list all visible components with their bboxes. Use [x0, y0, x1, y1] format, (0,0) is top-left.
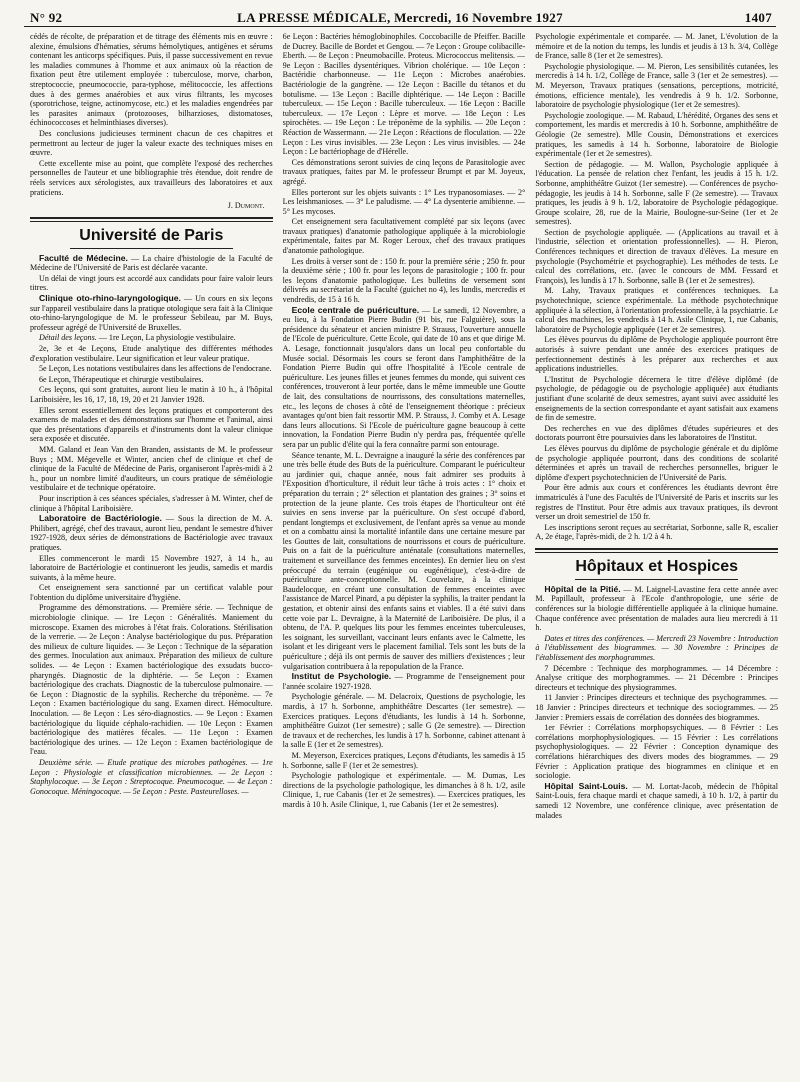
section-divider — [30, 217, 273, 219]
paragraph: Les droits à verser sont de : 150 fr. pour la première série ; 250 fr. pour la deuxième série ; 100 fr. pour les leçons de parasitologie ; 100 fr. pour les leçons d'anatomie pathologique. Les bulletins de versement sont délivrés au secrétariat de la Faculté (guichet no 4), les lundis, mercredis et vendredis, de 15 à 16 h. — [282, 256, 526, 305]
ecole-text: — Le samedi, 12 Novembre, a eu lieu, à la Fondation Pierre Budin (91 bis, rue Falguière), sous la présidence du sénateur et ancien ministre P. Strauss, l'ouverture annuelle de l'Ecole de puériculture. Cette Ecole, qui date de 10 ans et que dirige M. A. Lesage, fonctionnait jusqu'alors dans un local peu confortable du Musée social. Désormais les cours se feront dans l'amphithéâtre de la Fondation Pierre Budin qui offre l'hospitalité à l'Ecole centrale de puériculture. Les jeunes filles et jeunes femmes du monde, qui suivent ces conférences, trouveront à leur portée, dans le même immeuble une Goutte de lait, des consultations de nourrissons, des consultations maternelles, etc., les leçons de choses à côté de l'enseignement théorique : précieux avantages qu'ont bien fait ressortir MM. P. Strauss, J. Comby et A. Lesage dans leurs allocutions. Si l'Ecole de puériculture gagne beaucoup à cette innovation, la Fondation Pierre Budin n'y perdra pas, fréquentée qu'elle sera par un public d'élite qui la fera connaître parmi son entourage. — [282, 305, 526, 449]
paragraph: Elles seront essentiellement des leçons pratiques et comporteront des examens de malades et des démonstrations sur l'homme et l'animal, ainsi que des présentations d'appareils et d'instruments dont la valeur clinique sera exposée et discutée. — [30, 405, 273, 444]
paragraph: L'Institut de Psychologie décernera le titre d'élève diplômé (de psychologie, de pédagogie ou de psychologie appliquée) aux étudiants justifiant d'une scolarité de deux semestres, ayant suivi avec assiduité les enseignements de la section correspondante et ayant satisfait aux examens de fin de semestre. — [535, 374, 779, 423]
paragraph: 6e Leçon, Thérapeutique et chirurgie vestibulaires. — [39, 374, 204, 384]
paragraph: M. Lahy, Travaux pratiques et conférences techniques. La psychotechnique, science expérimentale. La méthode psychotechnique appliquée à la sélection, à l'orientation professionnelle, à la psychiatrie. Le calcul des machines, les vendredis à 14 h. Asile Clinique, 1, rue Cabanis, laboratoire de Psychologie appliquée (1er et 2e semestres). — [535, 286, 779, 334]
journal-title: LA PRESSE MÉDICALE, Mercredi, 16 Novembre 1927 — [237, 10, 563, 25]
subheading-laboratoire: Laboratoire de Bactériologie. — [39, 513, 162, 524]
paragraph: Psychologie pathologique et expérimentale. — M. Dumas, Les directions de la psychologie pathologique, les dimanches à 8 h. 1/2, asile Clinique, 1, rue Cabanis (1er et 2e semestres). — Exercices pratiques, les mardis à 10 h. Asile Clinique, 1, rue Cabanis (1er et 2e semestres). — [282, 771, 526, 809]
section-title-universite: Université de Paris — [79, 226, 224, 244]
paragraph: 11 Janvier : Principes directeurs et technique des psychogrammes. — 18 Janvier : Principes directeurs et technique des sociogrammes. — 25 Janvier : Premiers essais de corrélation des données des biogrammes. — [535, 693, 779, 722]
paragraph: Psychologie expérimentale et comparée. — M. Janet, L'évolution de la mémoire et de la notion du temps, les lundis et jeudis à 13 h. 3/4, Collège de France, salle 8 (1er et 2e semestres). — [535, 32, 779, 61]
paragraph: Dates et titres des conférences. — Mercredi 23 Novembre : Introduction à l'établissement des biogrammes. — 30 Novembre : Principes de l'établissement des morphogrammes. — [535, 633, 779, 663]
paragraph: 5e Leçon, Les notations vestibulaires dans les affections de l'endocrane. — [39, 364, 272, 374]
paragraph: Psychologie physiologique. — M. Pieron, Les sensibilités cutanées, les mercredis à 14 h. 1/2, Collège de France, salle 3 (1er et 2e semestres). — M. Meyerson, Travaux pratiques (sensations, perceptions, motricité, émotions, efficience mentale), les vendredis à 9 h. 1/2. Sorbonne, laboratoire de psychologie physiologique (1er et 2e semestres). — [535, 61, 779, 110]
paragraph: 7 Décembre : Technique des morphogrammes. — 14 Décembre : Analyse critique des morphogrammes. — 21 Décembre : Principes directeurs et technique des physiogrammes. — [535, 663, 779, 692]
paragraph: M. Meyerson, Exercices pratiques, Leçons d'étudiants, les samedis à 15 h. Sorbonne, salle F (1er et 2e semestres). — [282, 750, 526, 770]
institut-text: — Programme de l'enseignement pour l'année scolaire 1927-1928. — [282, 672, 526, 691]
columns — [30, 32, 778, 1076]
paragraph: Des recherches en vue des diplômes d'études supérieures et des doctorats pourront être poursuivies dans les laboratoires de l'Institut. — [535, 423, 779, 443]
issue-number: N° 92 — [30, 10, 63, 25]
paragraph: Section de psychologie appliquée. — (Applications au travail et à l'industrie, sélection et orientation professionnelles). — H. Pieron, Conférences techniques et direction de travaux d'élèves. La mesure en psychologie (Psychométrie et psychographie). Les méthodes de tests. Le calcul des corrélations, etc. (avec le concours de MM. Fessard et François), les lundis à 17 h. Sorbonne, salle B (1er et 2e semestres). — [535, 227, 779, 285]
paragraph: Séance tenante, M. L. Devraigne a inauguré la série des conférences par une très belle étude des Buts de la puériculture. Comparant le puériculteur au jardinier qui, chaque année, nous fait admirer ses produits à l'Exposition d'horticulture, il réduit leur tâche à trois actes : 1° choix et préparation du terrain ; 2° sélection et plantation des graines ; 3° soins et protection de la jeune plante. Ces trois étapes de l'horticulteur ont été suivies en sens inverse par la puériculture. On s'est occupé d'abord, pendant longtemps et exclusivement, de l'enfant après sa venue au monde et on a combattu ainsi la mortalité infantile dans une certaine mesure par les Gouttes de lait, consultations de nourrissons et cours de puériculture. Puis on a fait de la puériculture anténatale (consultations maternelles, traitement et surveillance des femmes enceintes). En dernier lieu on s'est préoccupé du terrain (eugénique ou eugénétique), c'est-à-dire de puériculture ante-conceptionnelle. M. Couvelaire, à la clinique Baudelocque, en créant une consultation de femmes enceintes avec l'assistance de Marcel Pinard, a pu dépister la syphilis, la traiter pendant la gestation, et obtenir ainsi des enfants sains et viables. Il a été suivi dans cette voie par L. Devraigne, à la Maternité de Lariboisière. De plus, il a obtenu, de l'A. P. quelques lits pour les femmes enceintes tuberculeuses, les soignant, les surveillant, vaccinant leurs enfants avec le Calmette, les isolant et les dirigeant vers le placement familial. Tels sont les buts de la puériculture ; déjà ils ont permis de sauver des milliers d'existences ; leur vulgarisation contribuera à la repopulation de la France. — [282, 450, 526, 671]
paragraph: Section de pédagogie. — M. Wallon, Psychologie appliquée à l'éducation. La pensée de relation chez l'enfant, les jeudis à 15 h. 1/2. Sorbonne, amphithéâtre Guizot (1er semestre). — Conférences de psycho-pédagogie, les jeudis à 14 h. Sorbonne, salle F (2e semestre). — Travaux pratiques, les jeudis à 9 h. 1/2, laboratoire de Psychologie pédagogique. Groupe scolaire, 28, rue de la Mairie, Boulogne-sur-Seine (1er et 2e semestres). — [535, 159, 779, 227]
subheading-clinique: Clinique oto-rhino-laryngologique. — [39, 293, 181, 304]
review-paragraph: Cette excellente mise au point, que complète l'exposé des recherches personnelles de l'auteur et une bibliographie très étendue, doit rendre de réels services aux sérologistes, aux travailleurs des laboratoires et aux praticiens. — [30, 158, 273, 197]
paragraph: Pour être admis aux cours et conférences les étudiants devront être immatriculés à l'une des Facultés de l'Université de Paris et inscrits sur les registres de l'Institut. Pour être admis aux travaux pratiques, ils devront verser un droit semestriel de 150 fr. — [535, 483, 779, 522]
paragraph: Les élèves pourvus du diplôme de Psychologie appliquée pourront être autorisés à suivre pendant une année des exercices pratiques de perfectionnement destinés à les préparer aux recherches et aux applications industrielles. — [535, 335, 779, 374]
column-3 — [535, 32, 778, 1076]
section-title-hopitaux: Hôpitaux et Hospices — [575, 557, 739, 575]
paragraph: Psychologie générale. — M. Delacroix, Questions de psychologie, les mardis, à 17 h. Sorbonne, amphithéâtre Descartes (1er semestre). — Exercices pratiques. Leçons d'étudiants, les lundis à 14 h. Sorbonne, amphithéâtre Guizot (1er semestre) ; salle G (2e semestre). — Direction de travaux et de recherches, les lundis à 17 h. Sorbonne, cabinet attenant à la salle E (1er et 2e semestres). — [282, 692, 526, 750]
paragraph: Elles commenceront le mardi 15 Novembre 1927, à 14 h., au laboratoire de Bactériologie et continueront les jeudis, samedis et mardis suivants, à la même heure. — [30, 553, 273, 582]
subheading-institut: Institut de Psychologie. — [291, 671, 392, 682]
louis-text: — M. Lortat-Jacob, médecin de l'hôpital Saint-Louis, fera chaque mardi et chaque samedi, à 10 h. 1/2, à partir du samedi 12 Novembre, une conférence clinique, avec présentation de malades — [535, 781, 779, 820]
page-number: 1407 — [744, 10, 772, 25]
paragraph: Deuxième série. — Etude pratique des microbes pathogènes. — 1re Leçon : Physiologie et classification microbiennes. — 2e Leçon : Staphylocoque. — 3e Leçon : Streptocoque. Pneumocoque. — 4e Leçon : Gonocoque. Méningocoque. — 5e Leçon : Peste. Pasteurelloses. — — [30, 757, 273, 796]
title-underline — [70, 248, 233, 249]
review-signature: J. Dumont. — [227, 201, 265, 211]
subheading-faculte: Faculté de Médecine. — [39, 252, 128, 263]
review-paragraph: cédés de récolte, de préparation et de titrage des éléments mis en œuvre : alexine, émulsions d'hématies, sérums hémolytiques, antigènes et sérums contenant les anticorps spécifiques. Puis, il passe successivement en revue les maladies communes à l'homme et aux animaux où la réaction de fixation peut être utilement employée : tuberculose, morve, charbon, streptococcie, pneumococcie, para-typhose, mélitococcie, les affections dues à des germes anaérobies et aux virus filtrants, les mycoses (sporotrichose, teigne, actinomycose, etc.) et les maladies engendrées par les parasites animaux (protozooses, bilharzioses, distomatoses, échinococcoses et helminthiases diverses). — [30, 32, 273, 128]
subheading-pitie: Hôpital de la Pitié. — [544, 583, 621, 594]
paragraph: 1er Février : Corrélations morphopsychiques. — 8 Février : Les corrélations morphophysiologiques. — 15 Février : Les corrélations psychophysiologiques. — 22 Février : Conception dynamique des corrélations hiérarchiques des divers modes des biogrammes. — 29 Février : Application pratique des biogrammes en clinique et en sociologie. — [535, 723, 779, 781]
detail-label: Détail des leçons. — [39, 333, 97, 343]
paragraph: Psychologie zoologique. — M. Rabaud, L'hérédité, Organes des sens et comportement, les mardis et mercredis à 10 h. Sorbonne, amphithéâtre de Géologie (2e semestre). Mlle Cousin, Démonstrations et exercices pratiques, les samedis à 14 h. Sorbonne, laboratoire de Biologie expérimentale (1er et 2e semestres). — [535, 110, 779, 159]
clinique-text: — Un cours en six leçons sur l'appareil vestibulaire dans la pratique otologique sera fait à la Clinique oto-rhino-laryngologique de M. le professeur Sebileau, par M. Buys, professeur agrégé de l'Université de Bruxelles. — [30, 294, 273, 332]
paragraph: Pour inscription à ces séances spéciales, s'adresser à M. Winter, chef de clinique à l'hôpital Lariboisière. — [30, 493, 273, 513]
section-divider — [535, 548, 778, 550]
page-header — [24, 8, 776, 27]
paragraph: Ces leçons, qui sont gratuites, auront lieu le matin à 10 h., à l'hôpital Lariboisière, les 16, 17, 18, 19, 20 et 21 Janvier 1928. — [30, 385, 273, 404]
section-divider-thin — [535, 552, 778, 553]
paragraph: Les élèves pourvus du diplôme de psychologie générale et du diplôme de psychologie appliquée pourront, dans des conditions de scolarité déterminées et après un travail de recherches personnelles, briguer le diplôme d'expert psychotechnicien de l'Université de Paris. — [535, 443, 779, 482]
paragraph: Cet enseignement sera facultativement complété par six leçons (avec travaux pratiques) d'anatomie pathologique appliquée à la microbiologie expérimentale, faites par M. Roger Leroux, chef des travaux pratiques d'anatomie pathologique. — [282, 217, 526, 256]
section-divider-thin — [30, 221, 273, 222]
title-underline — [575, 579, 738, 580]
paragraph: Les inscriptions seront reçues au secrétariat, Sorbonne, salle R, escalier A, 2e étage, l'après-midi, de 2 h. 1/2 à 4 h. — [535, 522, 779, 542]
subheading-ecole: Ecole centrale de puériculture. — [291, 304, 420, 315]
column-1 — [30, 32, 273, 1076]
labo-text: — Sous la direction de M. A. Philibert, agrégé, chef des travaux, auront lieu, pendant le semestre d'hiver 1927-1928, deux séries de démonstrations de Bactériologie avec travaux pratiques. — [30, 514, 273, 552]
paragraph: Cet enseignement sera sanctionné par un certificat valable pour l'obtention du diplôme universitaire d'hygiène. — [30, 583, 273, 602]
column-2 — [283, 32, 526, 1076]
detail-text: — 1re Leçon, La physiologie vestibulaire. — [98, 333, 236, 343]
review-paragraph: Des conclusions judicieuses terminent chacun de ces chapitres et permettront au lecteur de juger la valeur exacte des techniques mises en œuvre. — [30, 128, 273, 158]
paragraph: MM. Galand et Jean Van den Branden, assistants de M. le professeur Buys ; MM. Mégevelle et Winter, ancien chef de clinique et chef de clinique de la Faculté de Médecine de Paris, organiseront l'après-midi à 2 h., pour un nombre limité d'auditeurs, un cours pratique de séméiologie vestibulaire et de technique opératoire. — [30, 444, 273, 493]
paragraph: Un délai de vingt jours est accordé aux candidats pour faire valoir leurs titres. — [30, 273, 273, 293]
paragraph: Ces démonstrations seront suivies de cinq leçons de Parasitologie avec travaux pratiques, faites par M. le professeur Brumpt et par M. Joyeux, agrégé. — [282, 157, 526, 186]
paragraph: Elles porteront sur les objets suivants : 1° Les trypanosomiases. — 2° Les leishmanioses. — 3° Le paludisme. — 4° La dysenterie amibienne. — 5° Les mycoses. — [282, 187, 526, 216]
pitie-text: — M. Laignel-Lavastine fera cette année avec M. Papillault, professeur à l'Ecole d'anthropologie, une série de conférences sur la biologie différentielle appliquée à la clinique humaine. Chaque conférence avec présentation de malades aura lieu mercredi à 11 h. — [535, 584, 779, 633]
faculte-text: — La chaire d'histologie de la Faculté de Médecine de l'Université de Paris est déclarée vacante. — [30, 253, 273, 273]
subheading-saint-louis: Hôpital Saint-Louis. — [544, 780, 628, 791]
paragraph: 2e, 3e et 4e Leçons, Etude analytique des différentes méthodes d'exploration vestibulaire. Leur signification et leur valeur pratique. — [30, 344, 273, 363]
paragraph: 6e Leçon : Bactéries hémoglobinophiles. Coccobacille de Pfeiffer. Bacille de Ducrey. Bacille de Bordet et Gengou. — 7e Leçon : Groupe colibacille-Eberth. — 8e Leçon : Pneumobacille. Proteus. Micrococcus melitensis. — 9e Leçon : Bacilles dysentériques. Vibrion cholérique. — 10e Leçon : Bactéridie charbonneuse. — 11e Leçon : Microbes anaérobies. Bactériologie de la gangrène. — 12e Leçon : Bacille du tétanos et du botulisme. — 13e Leçon : Bacille diphtérique. — 14e Leçon : Bacille tuberculeux. — 15e Leçon : Bacille tuberculeux. — 16e Leçon : Bacille tuberculeux. — 17e Leçon : Lèpre et morve. — 18e Leçon : Les spirochètes. — 19e Leçon : Le tréponème de la syphilis. — 20e Leçon : Réaction de Wassermann. — 21e Leçon : Réactions de floculation. — 22e Leçon : Les virus invisibles. — 23e Leçon : Les virus invisibles. — 24e Leçon : Le bactériophage de d'Hérelle. — [282, 32, 526, 157]
paragraph: Programme des démonstrations. — Première série. — Technique de microbiologie clinique. — 1re Leçon : Généralités. Maniement du microscope. Examen des microbes à l'état frais. Colorations. Stérilisation de la verrerie. — 2e Leçon : Analyse bactériologique du pus. Préparation des milieux de culture liquides. — 3e Leçon : Technique de la séparation des germes. Inoculation aux animaux. Préparation des milieux de culture solides. — 4e Leçon : Examen bactériologique des exsudats bucco-pharyngés. Diagnostic de la diphtérie. — 5e Leçon : Examen bactériologique des crachats. Diagnostic de la tuberculose pulmonaire. — 6e Leçon : Diagnostic de la syphilis. Recherche du tréponème. — 7e Leçon : Examen bactériologique du sang. Examen direct. Hémoculture. Inoculation. — 8e Leçon : Les séro-diagnostics. — 9e Leçon : Examen bactériologique du liquide céphalo-rachidien. — 10e Leçon : Examen bactériologique des matières fécales. — 11e Leçon : Examen bactériologique des urines. — 12e Leçon : Examen bactériologique de l'eau. — [30, 603, 273, 757]
